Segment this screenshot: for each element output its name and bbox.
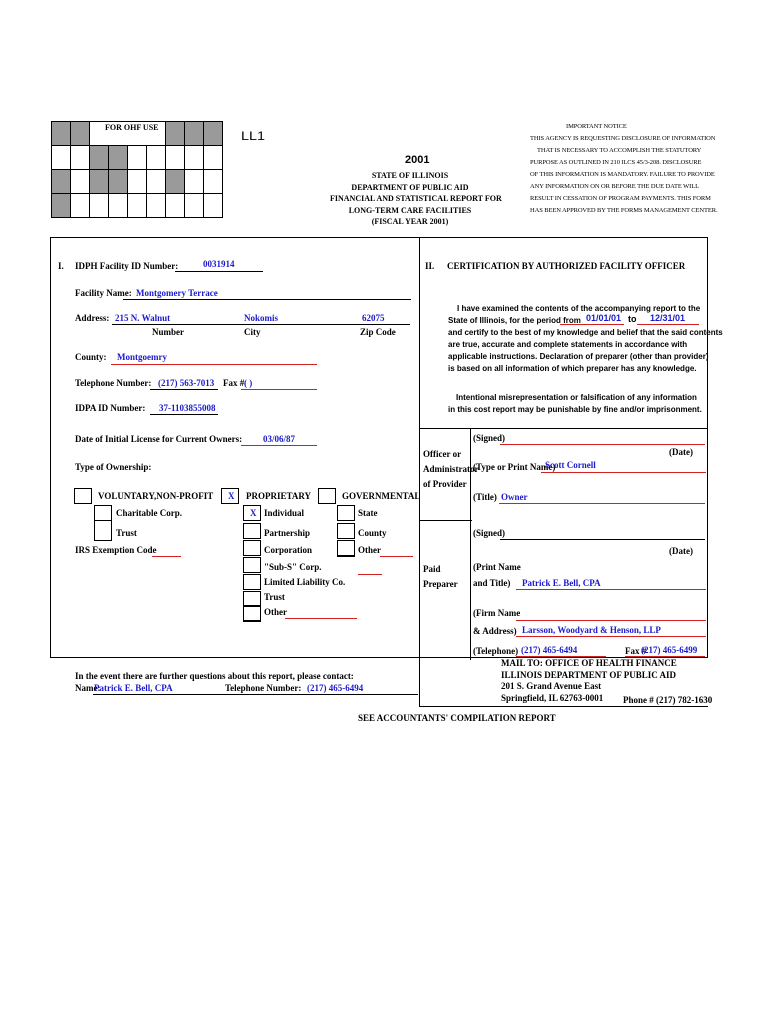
section-1-number: I. [58, 261, 64, 271]
trust-checkbox[interactable] [94, 521, 112, 541]
number-caption: Number [152, 327, 184, 337]
print-name-label: (Print Name [473, 562, 521, 572]
notice-line-3: PURPOSE AS OUTLINED IN 210 ILCS 45/3-208. DISCLOSURE [530, 159, 702, 166]
trust-label: Trust [116, 528, 137, 538]
other2-checkbox[interactable] [337, 540, 355, 556]
firm-address-label: & Address) [473, 626, 517, 636]
warning-line-2: in this cost report may be punishable by fine and/or imprisonment. [448, 405, 702, 414]
corporation-label: Corporation [264, 545, 312, 555]
trust2-label: Trust [264, 592, 285, 602]
ownership-label: Type of Ownership: [75, 462, 152, 472]
contact-name-label: Name: [75, 683, 101, 693]
title-label: (Title) [473, 492, 497, 502]
period-to-word: to [628, 314, 637, 324]
cert-line-6: is based on all information of which preparer has any knowledge. [448, 364, 697, 373]
notice-line-6: RESULT IN CESSATION OF PROGRAM PAYMENTS. THIS FORM [530, 195, 711, 202]
contact-phone-value[interactable]: (217) 465-6494 [307, 683, 364, 693]
county2-checkbox[interactable] [337, 523, 355, 539]
date-label: (Date) [669, 447, 693, 457]
notice-title: IMPORTANT NOTICE [566, 123, 627, 130]
license-label: Date of Initial License for Current Owners: [75, 434, 243, 444]
report-year: 2001 [405, 154, 430, 166]
telephone-label: Telephone Number: [75, 378, 152, 388]
ohf-use-grid [51, 121, 223, 218]
other2-label: Other [358, 545, 381, 555]
llc-label: Limited Liability Co. [264, 577, 346, 587]
contact-text: In the event there are further questions about this report, please contact: [75, 671, 354, 681]
notice-line-2: THAT IS NECESSARY TO ACCOMPLISH THE STATUTORY [537, 147, 702, 154]
zip-caption: Zip Code [360, 327, 396, 337]
governmental-label: GOVERNMENTAL [342, 491, 421, 501]
county-label: County: [75, 352, 107, 362]
form-code: LL1 [241, 129, 266, 143]
subs-checkbox[interactable] [243, 557, 261, 573]
cert-line-1: I have examined the contents of the accompanying report to the [457, 304, 701, 313]
facility-id-value[interactable]: 0031914 [203, 259, 235, 269]
address-zip-value[interactable]: 62075 [362, 313, 385, 323]
form-frame [50, 237, 708, 658]
date2-label: (Date) [669, 546, 693, 556]
period-from[interactable]: 01/01/01 [586, 313, 622, 323]
signed2-label: (Signed) [473, 528, 506, 538]
preparer-fax-value[interactable]: (217) 465-6499 [641, 645, 698, 655]
certification-title: CERTIFICATION BY AUTHORIZED FACILITY OFFICER [447, 261, 686, 271]
proprietary-label: PROPRIETARY [246, 491, 312, 501]
corporation-checkbox[interactable] [243, 540, 261, 556]
proprietary-mark: X [228, 491, 235, 501]
signed-label: (Signed) [473, 433, 506, 443]
firm-value[interactable]: Larsson, Woodyard & Henson, LLP [522, 625, 661, 635]
preparer-fax-label: Fax # [625, 646, 647, 656]
section-2-number: II. [425, 261, 435, 271]
fax-value[interactable]: ( ) [244, 378, 253, 388]
address-number-value[interactable]: 215 N. Walnut [115, 313, 171, 323]
address-city-value[interactable]: Nokomis [244, 313, 279, 323]
idpa-label: IDPA ID Number: [75, 403, 146, 413]
mail-to-address: MAIL TO: OFFICE OF HEALTH FINANCE ILLINOIS DEPARTMENT OF PUBLIC AID 201 S. Grand Avenue East Springfield, IL 62763-0001 [501, 658, 677, 703]
facility-id-label: IDPH Facility ID Number: [75, 261, 179, 271]
partnership-checkbox[interactable] [243, 523, 261, 539]
cert-line-5: applicable instructions. Declaration of preparer (other than provider) [448, 352, 709, 361]
governmental-checkbox[interactable] [318, 488, 336, 504]
preparer-name-value[interactable]: Patrick E. Bell, CPA [522, 578, 601, 588]
compilation-report-note: SEE ACCOUNTANTS' COMPILATION REPORT [358, 713, 556, 723]
notice-line-7: HAS BEEN APPROVED BY THE FORMS MANAGEMENT CENTER. [530, 207, 718, 214]
form-title: STATE OF ILLINOIS DEPARTMENT OF PUBLIC AID FINANCIAL AND STATISTICAL REPORT FOR LONG-TERM CARE FACILITIES (FISCAL YEAR 2001) [330, 171, 502, 226]
officer-name-value[interactable]: Scott Cornell [545, 460, 596, 470]
mail-phone: Phone # (217) 782-1630 [623, 695, 713, 705]
preparer-telephone-label: (Telephone) [473, 646, 519, 656]
idpa-value[interactable]: 37-1103855008 [159, 403, 216, 413]
firm-name-label: (Firm Name [473, 608, 521, 618]
ohf-use-label: FOR OHF USE [105, 123, 159, 132]
charitable-checkbox[interactable] [94, 505, 112, 521]
notice-line-5: ANY INFORMATION ON OR BEFORE THE DUE DATE WILL [530, 183, 699, 190]
facility-name-value[interactable]: Montgomery Terrace [136, 288, 218, 298]
license-value[interactable]: 03/06/87 [263, 434, 296, 444]
warning-line-1: Intentional misrepresentation or falsification of any information [456, 393, 697, 402]
subs-label: "Sub-S" Corp. [264, 562, 322, 572]
city-caption: City [244, 327, 261, 337]
and-title-label: and Title) [473, 578, 511, 588]
individual-mark: X [250, 508, 257, 518]
paid-preparer-label: Paid Preparer [423, 564, 458, 589]
other-label: Other [264, 607, 287, 617]
telephone-value[interactable]: (217) 563-7013 [158, 378, 215, 388]
contact-name-value[interactable]: Patrick E. Bell, CPA [94, 683, 173, 693]
other-checkbox[interactable] [243, 605, 261, 621]
address-label: Address: [75, 313, 110, 323]
partnership-label: Partnership [264, 528, 310, 538]
title-value[interactable]: Owner [501, 492, 528, 502]
state-checkbox[interactable] [337, 505, 355, 521]
officer-label: Officer or Administrator of Provider [423, 449, 479, 489]
cert-line-2: State of Illinois, for the period from [448, 316, 581, 325]
facility-name-label: Facility Name: [75, 288, 132, 298]
county-value[interactable]: Montgoemry [117, 352, 167, 362]
voluntary-checkbox[interactable] [74, 488, 92, 504]
individual-label: Individual [264, 508, 305, 518]
type-name-label: (Type or Print Name) [473, 462, 556, 472]
voluntary-label: VOLUNTARY,NON-PROFIT [98, 491, 214, 501]
llc-checkbox[interactable] [243, 574, 261, 590]
notice-line-4: OF THIS INFORMATION IS MANDATORY. FAILURE TO PROVIDE [530, 171, 715, 178]
charitable-label: Charitable Corp. [116, 508, 182, 518]
section-divider [419, 237, 420, 707]
state-label: State [358, 508, 378, 518]
contact-phone-label: Telephone Number: [225, 683, 302, 693]
cert-line-4: are true, accurate and complete statements in accordance with [448, 340, 688, 349]
notice-line-1: THIS AGENCY IS REQUESTING DISCLOSURE OF INFORMATION [530, 135, 716, 142]
county2-label: County [358, 528, 387, 538]
irs-label: IRS Exemption Code [75, 545, 157, 555]
cert-line-3: and certify to the best of my knowledge and belief that the said contents [448, 328, 723, 337]
period-to[interactable]: 12/31/01 [650, 313, 686, 323]
fax-label: Fax # [223, 378, 245, 388]
preparer-telephone-value[interactable]: (217) 465-6494 [521, 645, 578, 655]
